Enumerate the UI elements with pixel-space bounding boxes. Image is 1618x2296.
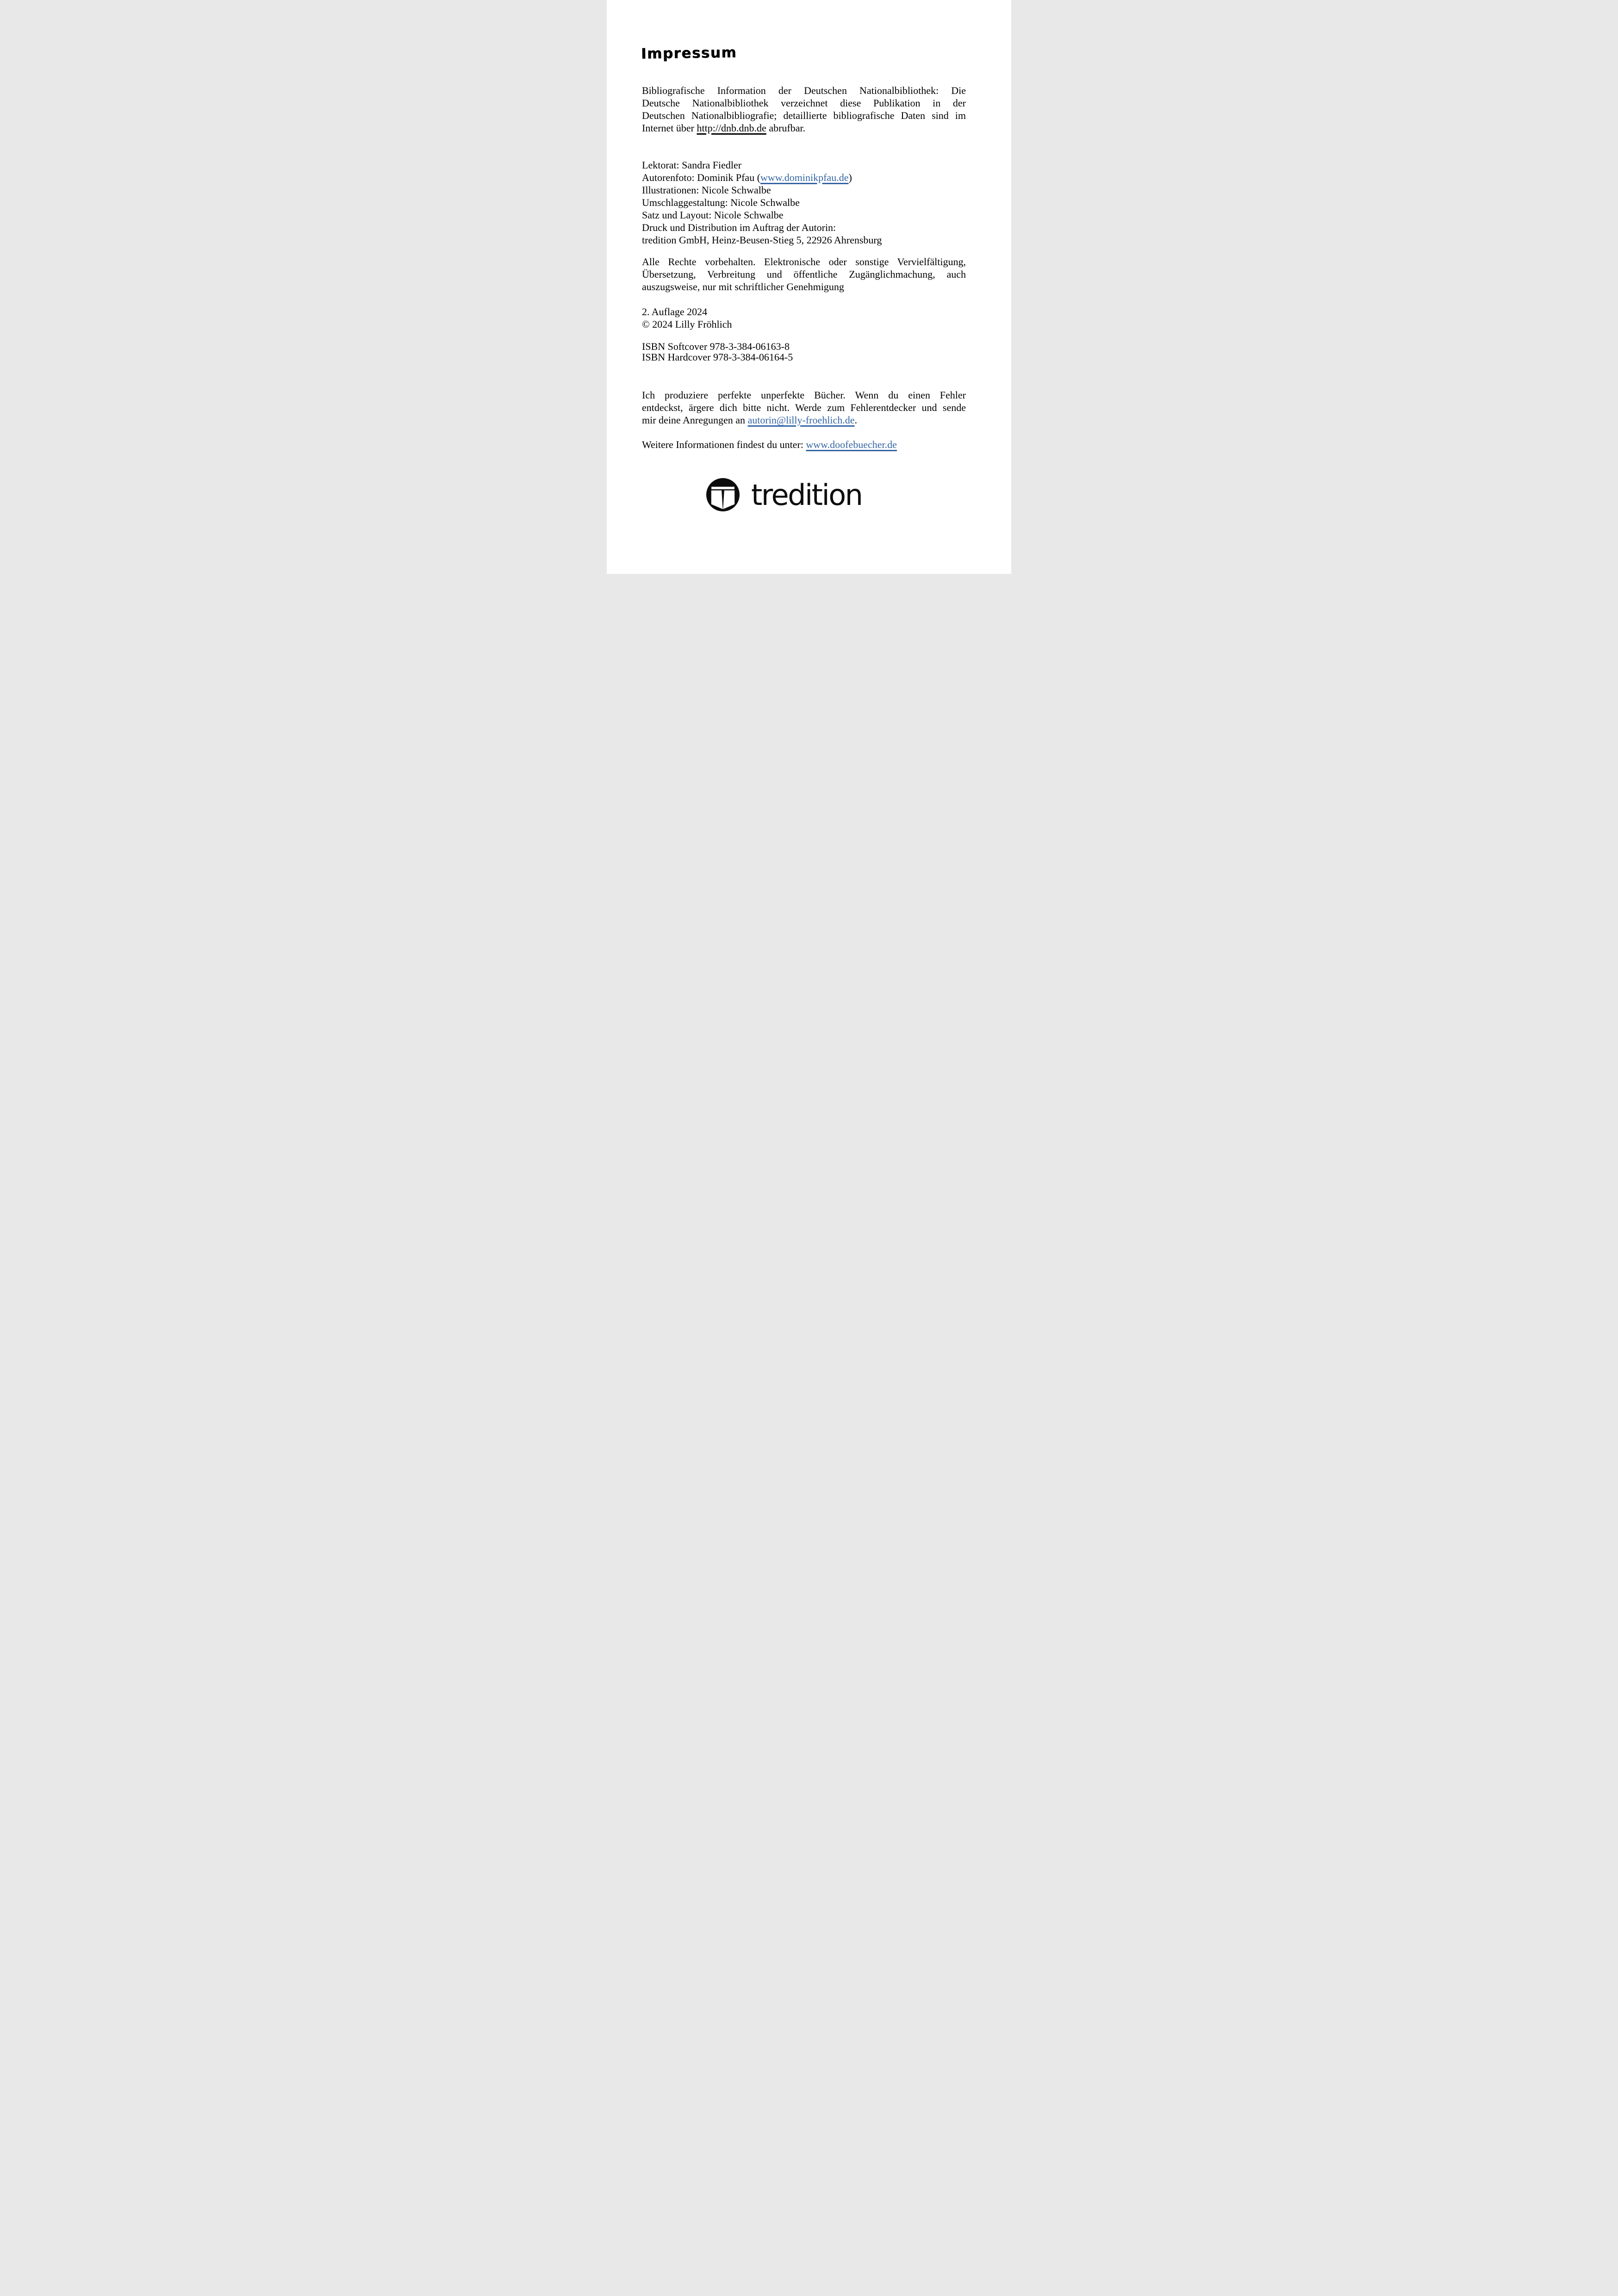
credit-satz-layout: Satz und Layout: Nicole Schwalbe (642, 209, 784, 221)
edition-info (642, 305, 966, 330)
credit-illustrationen: Illustrationen: Nicole Schwalbe (642, 184, 771, 196)
text-run: Weitere Informationen findest du unter: (642, 439, 806, 450)
tredition-logo (706, 478, 901, 511)
text-line: entdeckst, ärgere dich bitte nicht. Werde zum Fehlerentdecker und sende (642, 402, 966, 413)
text-run: Autorenfoto: Dominik Pfau ( (642, 172, 761, 183)
dominikpfau-link[interactable]: www.dominikpfau.de (760, 172, 849, 183)
doofebuecher-link[interactable]: www.doofebuecher.de (806, 439, 897, 450)
tredition-book-t-icon (706, 478, 740, 511)
text-line: Übersetzung, Verbreitung und öffentliche Zugänglichmachung, auch (642, 268, 966, 280)
isbn-list (642, 341, 966, 362)
text-line (642, 414, 966, 426)
text-line: Alle Rechte vorbehalten. Elektronische oder sonstige Vervielfältigung, (642, 256, 966, 268)
tredition-wordmark: tredition (751, 478, 862, 512)
text-run: abrufbar. (766, 122, 806, 134)
text-line: Deutschen Nationalbibliografie; detaillierte bibliografische Daten sind im (642, 110, 966, 121)
text-run: . (854, 414, 858, 426)
impressum-page (607, 0, 1011, 574)
credit-umschlaggestaltung: Umschlaggestaltung: Nicole Schwalbe (642, 197, 800, 208)
edition-line: 2. Auflage 2024 (642, 306, 708, 317)
text-run: mir deine Anregungen an (642, 414, 748, 426)
text-run: Internet über (642, 122, 697, 134)
copyright-line: © 2024 Lilly Fröhlich (642, 318, 732, 330)
text-line: auszugsweise, nur mit schriftlicher Genehmigung (642, 281, 844, 292)
credits-list (642, 159, 966, 246)
isbn-hardcover: ISBN Hardcover 978-3-384-06164-5 (642, 351, 793, 363)
bibliographic-note (642, 84, 966, 134)
text-line (642, 438, 966, 451)
text-line: Ich produziere perfekte unperfekte Bücher. Wenn du einen Fehler (642, 389, 966, 401)
text-line: Deutsche Nationalbibliothek verzeichnet diese Publikation in der (642, 97, 966, 109)
text-line: Bibliografische Information der Deutschen Nationalbibliothek: Die (642, 85, 966, 96)
dnb-link[interactable]: http://dnb.dnb.de (697, 122, 766, 134)
credit-lektorat: Lektorat: Sandra Fiedler (642, 159, 742, 171)
credit-druck: Druck und Distribution im Auftrag der Autorin: (642, 222, 836, 233)
isbn-softcover: ISBN Softcover 978-3-384-06163-8 (642, 341, 790, 352)
rights-notice (642, 255, 966, 293)
text-run: ) (848, 172, 852, 183)
credit-verlag-adresse: tredition GmbH, Heinz-Beusen-Stieg 5, 22926 Ahrensburg (642, 234, 882, 246)
feedback-note (642, 389, 966, 426)
more-info-note (642, 438, 966, 451)
credit-autorenfoto (642, 171, 966, 184)
page-title: Impressum (641, 44, 737, 62)
text-line (642, 122, 966, 134)
author-email-link[interactable]: autorin@lilly-froehlich.de (747, 414, 855, 426)
